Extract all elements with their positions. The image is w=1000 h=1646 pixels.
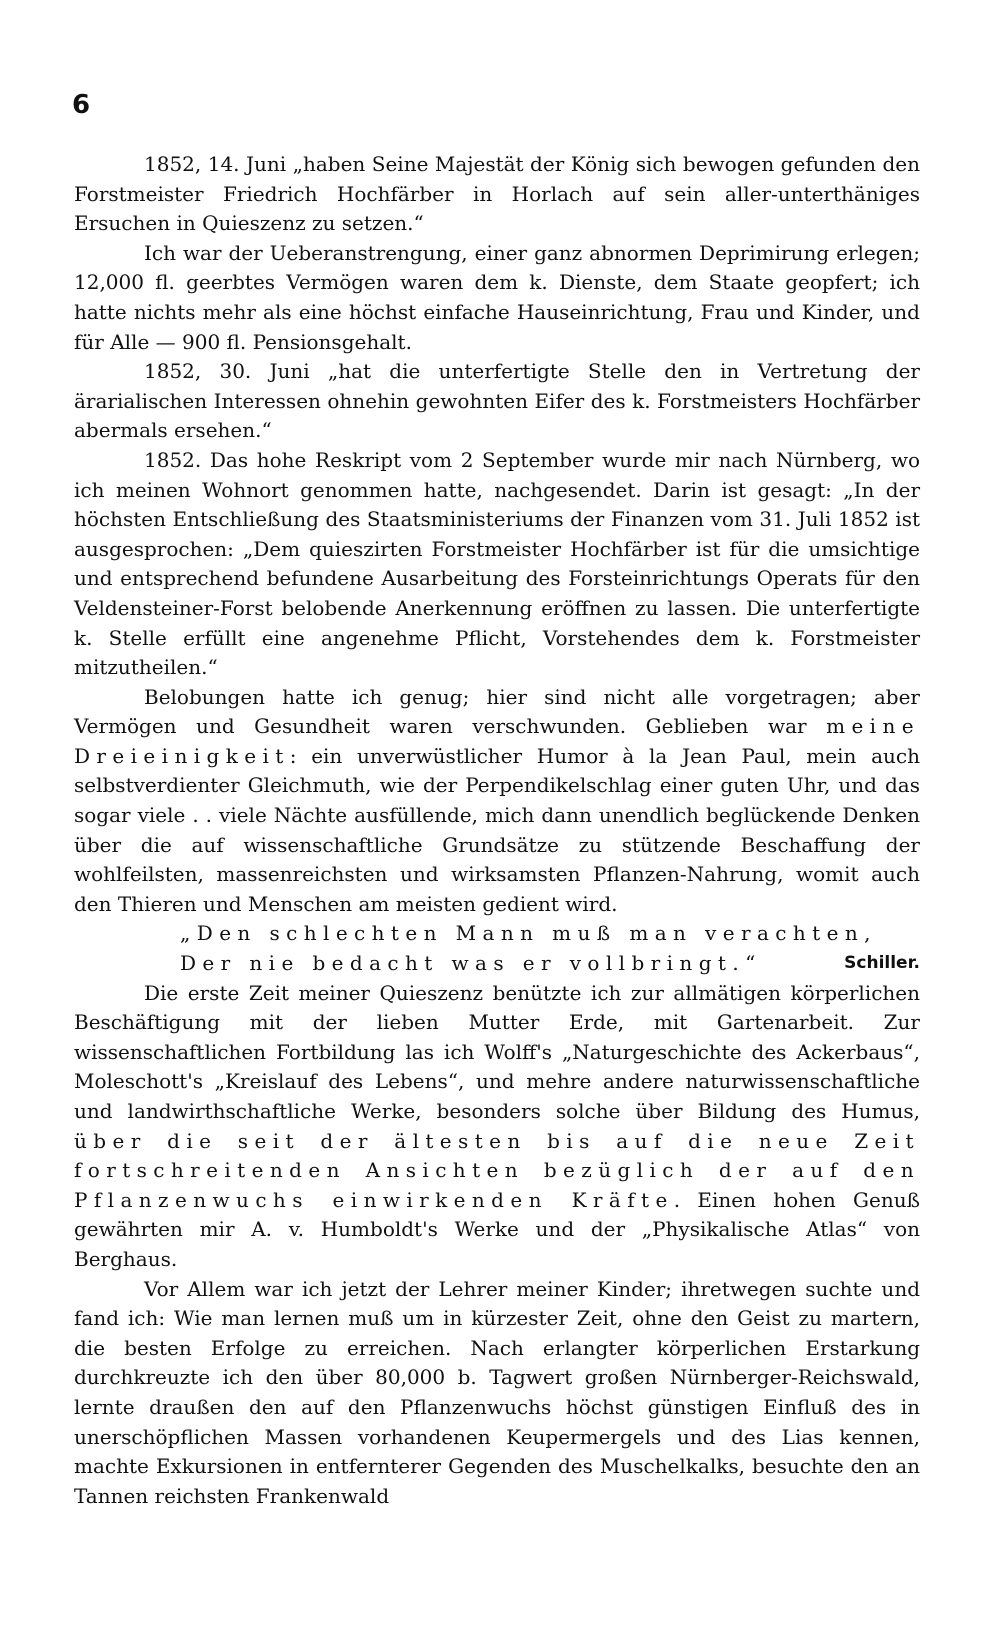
paragraph-4: 1852. Das hohe Reskript vom 2 September wurde mir nach Nürnberg, wo ich meinen Wohnort genommen hatte, nachgesendet. Darin ist gesagt: „In der höchsten Entschließung des Staatsministeriums der Finanzen vom 31. Juli 1852 ist ausgesprochen: „Dem quieszirten Forstmeister Hochfärber ist für die umsichtige und entsprechend befundene Ausarbeitung des Forsteinrichtungs Operats für den Veldensteiner-Forst belobende Anerkennung eröffnen zu lassen. Die unterfertigte k. Stelle erfüllt eine angenehme Pflicht, Vorstehendes dem k. Forstmeister mitzutheilen.“ xyxy=(74,447,920,680)
quote-line-2: Der nie bedacht was er vollbringt.“ xyxy=(180,951,762,976)
paragraph-6 xyxy=(74,979,920,1275)
quote-line-1: „Den schlechten Mann muß man verachten, xyxy=(180,921,877,946)
page-number: 6 xyxy=(72,90,91,120)
quote-author: Schiller. xyxy=(844,953,920,974)
schiller-quote xyxy=(74,919,920,978)
paragraph-6-spaced-emphasis: über die seit der ältesten bis auf die neue Zeit fortschreitenden Ansichten bezüglich der auf den Pflanzenwuchs einwirkenden Kräfte xyxy=(74,1128,920,1212)
paragraph-1: 1852, 14. Juni „haben Seine Majestät der König sich bewogen gefunden den Forstmeister Friedrich Hochfärber in Horlach auf sein aller-unterthäniges Ersuchen in Quieszenz zu setzen.“ xyxy=(74,152,920,236)
paragraph-5 xyxy=(74,683,920,920)
paragraph-5-text-c: : ein unverwüstlicher Humor à la Jean Paul, mein auch selbstverdienter Gleichmuth, wie der Perpendikelschlag einer guten Uhr, und das sogar viele . . viele Nächte ausfüllende, mich dann unendlich beglückende Denken über die auf wissenschaftliche Grundsätze zu stützende Beschaffung der wohlfeilsten, massenreichsten und wirksamsten Pflanzen-Nahrung, womit auch den Thieren und Menschen am meisten gedient wird. xyxy=(74,743,920,916)
paragraph-3: 1852, 30. Juni „hat die unterfertigte Stelle den in Vertretung der ärarialischen Interessen ohnehin gewohnten Eifer des k. Forstmeisters Hochfärber abermals ersehen.“ xyxy=(74,359,920,443)
paragraph-5-spaced-emphasis: meine Dreieinigkeit xyxy=(74,714,920,768)
paragraph-2: Ich war der Ueberanstrengung, einer ganz abnormen Deprimirung erlegen; 12,000 fl. geerbtes Vermögen waren dem k. Dienste, dem Staate geopfert; ich hatte nichts mehr als eine höchst einfache Hauseinrichtung, Frau und Kinder, und für Alle — 900 fl. Pensionsgehalt. xyxy=(74,240,920,354)
paragraph-7: Vor Allem war ich jetzt der Lehrer meiner Kinder; ihretwegen suchte und fand ich: Wie man lernen muß um in kürzester Zeit, ohne den Geist zu martern, die besten Erfolge zu erreichen. Nach erlangter körperlichen Erstarkung durchkreuzte ich den über 80,000 b. Tagwert großen Nürnberger-Reichswald, lernte draußen den auf den Pflanzenwuchs höchst günstigen Einfluß des in unerschöpflichen Massen vorhandenen Keupermergels und des Lias kennen, machte Exkursionen in entfernterer Gegenden des Muschelkalks, besuchte den an Tannen reichsten Frankenwald xyxy=(74,1276,920,1508)
paragraph-5-text-a: Belobungen hatte ich genug; hier sind nicht alle vorgetragen; aber Vermögen und Gesundheit waren verschwunden. Geblieben war xyxy=(74,684,920,739)
body-text xyxy=(74,150,920,1511)
paragraph-6-text-c: . Einen hohen Genuß gewährten mir A. v. Humboldt's Werke und der „Physikalische Atlas“ von Berghaus. xyxy=(74,1187,920,1271)
paragraph-6-text-a: Die erste Zeit meiner Quieszenz benützte ich zur allmätigen körperlichen Beschäftigung mit der lieben Mutter Erde, mit Gartenarbeit. Zur wissenschaftlichen Fortbildung las ich Wolff's „Naturgeschichte des Ackerbaus“, Moleschott's „Kreislauf des Lebens“, und mehre andere naturwissenschaftliche und landwirthschaftliche Werke, besonders solche über Bildung des Humus, xyxy=(74,980,920,1123)
